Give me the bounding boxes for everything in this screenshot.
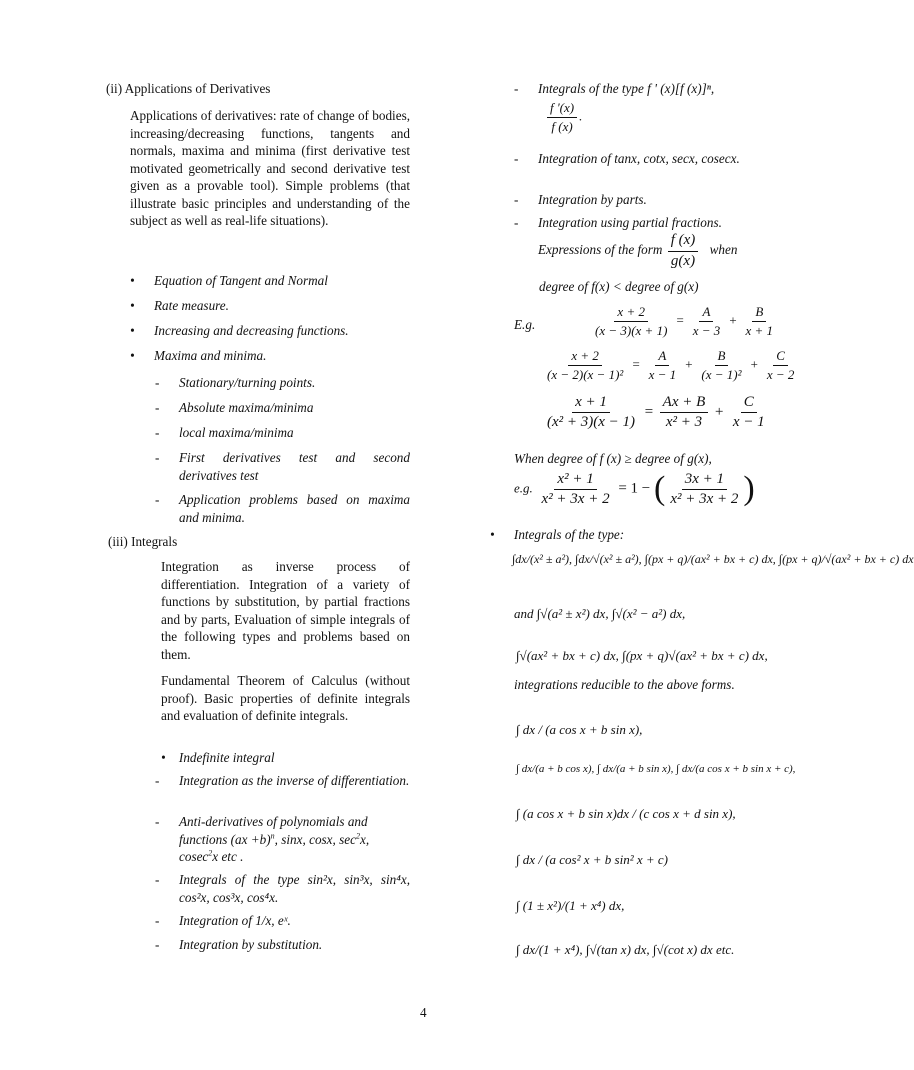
integrals-type-bullet: • Integrals of the type:: [490, 527, 625, 542]
list-item: Increasing and decreasing functions.: [154, 323, 349, 338]
list-item: Equation of Tangent and Normal: [154, 273, 328, 288]
partial-fraction-eq-1: $\frac{x + 2}{(x - 3)(x + 1)}$ = $\frac{A}{x - 3}$ + $\frac{B}{x + 1}$: [595, 304, 774, 338]
bullet-icon: •: [161, 750, 166, 765]
list-item: Integration of 1/x, eˣ.: [179, 913, 291, 928]
indefinite-bullet: [161, 749, 411, 767]
list-item: Stationary/turning points.: [179, 375, 316, 390]
integrals-paragraph-2: Fundamental Theorem of Calculus (without proof). Basic properties of definite integrals and evaluation of definite integrals.: [161, 673, 410, 723]
integral-forms-line-1: ∫dx/(x² ± a²), ∫dx/√(x² ± a²), ∫(px + q)/(ax² + bx + c) dx, ∫(px + q)/√(ax² + bx + c) dx: [512, 552, 914, 566]
list-item: Absolute maxima/minima: [179, 400, 314, 415]
integral-forms-line-2: and ∫√(a² ± x²) dx, ∫√(x² − a²) dx,: [514, 606, 686, 621]
maxima-subitems: - Stationary/turning points. - Absolute maxima/minima - local maxima/minima - First derivatives test and second derivatives test - Application problems based on maxima and minima.: [155, 375, 410, 525]
integral-forms-line-8: ∫ dx / (a cos² x + b sin² x + c): [516, 852, 669, 867]
right-item-4: - Integration using partial fractions.: [514, 215, 722, 230]
page-number: 4: [420, 1005, 427, 1020]
list-item: First derivatives test and second derivatives test: [179, 450, 410, 483]
right-item-1: - Integrals of the type f ' (x)[f (x)]ⁿ,: [514, 81, 715, 96]
list-item: Maxima and minima.: [154, 348, 267, 363]
when-degree-text: When degree of f (x) ≥ degree of g(x),: [514, 451, 712, 466]
list-item: Application problems based on maxima and minima.: [179, 492, 410, 525]
integral-forms-line-3: ∫√(ax² + bx + c) dx, ∫(px + q)√(ax² + bx + c) dx,: [516, 648, 768, 663]
bullet-icon: •: [130, 298, 135, 313]
list-item: Integration by substitution.: [179, 937, 323, 952]
right-item-3: - Integration by parts.: [514, 192, 647, 207]
reducible-text: integrations reducible to the above forms.: [514, 677, 735, 692]
list-item: Integrals of the type sin²x, sin³x, sin⁴x, cos²x, cos³x, cos⁴x.: [179, 872, 410, 905]
integral-forms-line-5: ∫ dx / (a cos x + b sin x),: [516, 722, 643, 737]
bullet-icon: •: [490, 527, 495, 542]
eg-label: E.g.: [514, 317, 536, 332]
integral-forms-line-6: ∫ dx/(a + b cos x), ∫ dx/(a + b sin x), ∫ dx/(a cos x + b sin x + c),: [516, 763, 796, 775]
list-item: Integration as the inverse of differentiation.: [179, 773, 410, 788]
list-item: local maxima/minima: [179, 425, 294, 440]
applications-paragraph: Applications of derivatives: rate of change of bodies, increasing/decreasing functions, tangents and normals, maxima and minima (first derivative test motivated geometrically and second derivative test given as a provable tool). Simple problems (that illustrate basic principles and understanding of the subject as well as real-life situations).: [130, 108, 410, 228]
fraction-fprime-over-f: $\frac{f '(x)}{f (x)}$ .: [545, 100, 582, 135]
bullet-icon: •: [130, 323, 135, 338]
list-item: Anti-derivatives of polynomials and functions (ax +b)$^n$, sinx, cosx, $\sec^2x$, cosec$^2$x etc .: [179, 814, 370, 864]
integral-subitems: - Integration as the inverse of differentiation. - Anti-derivatives of polynomials and functions (ax +b)$^n$, sinx, cosx, $\sec^2x$, cosec$^2$x etc . - Integrals of the type sin²x, sin³x, sin⁴x, cos²x, cos³x, cos⁴x. - Integration of 1/x, eˣ. - Integration by substitution.: [155, 773, 410, 952]
integral-forms-line-7: ∫ (a cos x + b sin x)dx / (c cos x + d sin x),: [516, 806, 736, 821]
integral-forms-line-10: ∫ dx/(1 + x⁴), ∫√(tan x) dx, ∫√(cot x) dx etc.: [516, 942, 735, 957]
integral-forms-line-9: ∫ (1 ± x²)/(1 + x⁴) dx,: [516, 898, 625, 913]
applications-bullet-list: [130, 272, 415, 372]
list-item: Indefinite integral: [178, 750, 275, 765]
bullet-icon: •: [130, 348, 135, 363]
section-heading-integrals: (iii) Integrals: [108, 534, 178, 549]
improper-fraction-eq: e.g. $\frac{\text{x² + 1}}{\text{x² + 3x + 2}}$ = 1 − ( $\frac{3x + 1}{\text{x² + 3x + 2}}$ ): [514, 470, 755, 507]
degree-condition: degree of f(x) < degree of g(x): [539, 279, 699, 294]
partial-fraction-eq-3: $\frac{x + 1}{\text{(x² + 3)(x − 1)}}$ = $\frac{Ax + B}{\text{x² + 3}}$ + $\frac{C}{x - 1}$: [547, 394, 765, 430]
list-item: Rate measure.: [154, 298, 229, 313]
integrals-paragraph-1: Integration as inverse process of differentiation. Integration of a variety of functions by substitution, by partial fractions and by parts, Evaluation of simple integrals of the following types and problems based on them.: [161, 559, 410, 662]
bullet-icon: •: [130, 273, 135, 288]
partial-fraction-eq-2: $\frac{x + 2}{\text{(x − 2)(x − 1)²}}$ = $\frac{A}{x - 1}$ + $\frac{B}{\text{(x − 1)²}}$ + $\frac{C}{x - 2}$: [547, 348, 795, 382]
right-item-2: - Integration of tanx, cotx, secx, cosecx.: [514, 151, 740, 166]
form-expression-row: Expressions of the form $\frac{f (x)}{g(x)}$ when: [538, 232, 738, 269]
section-heading-applications: (ii) Applications of Derivatives: [106, 81, 271, 96]
